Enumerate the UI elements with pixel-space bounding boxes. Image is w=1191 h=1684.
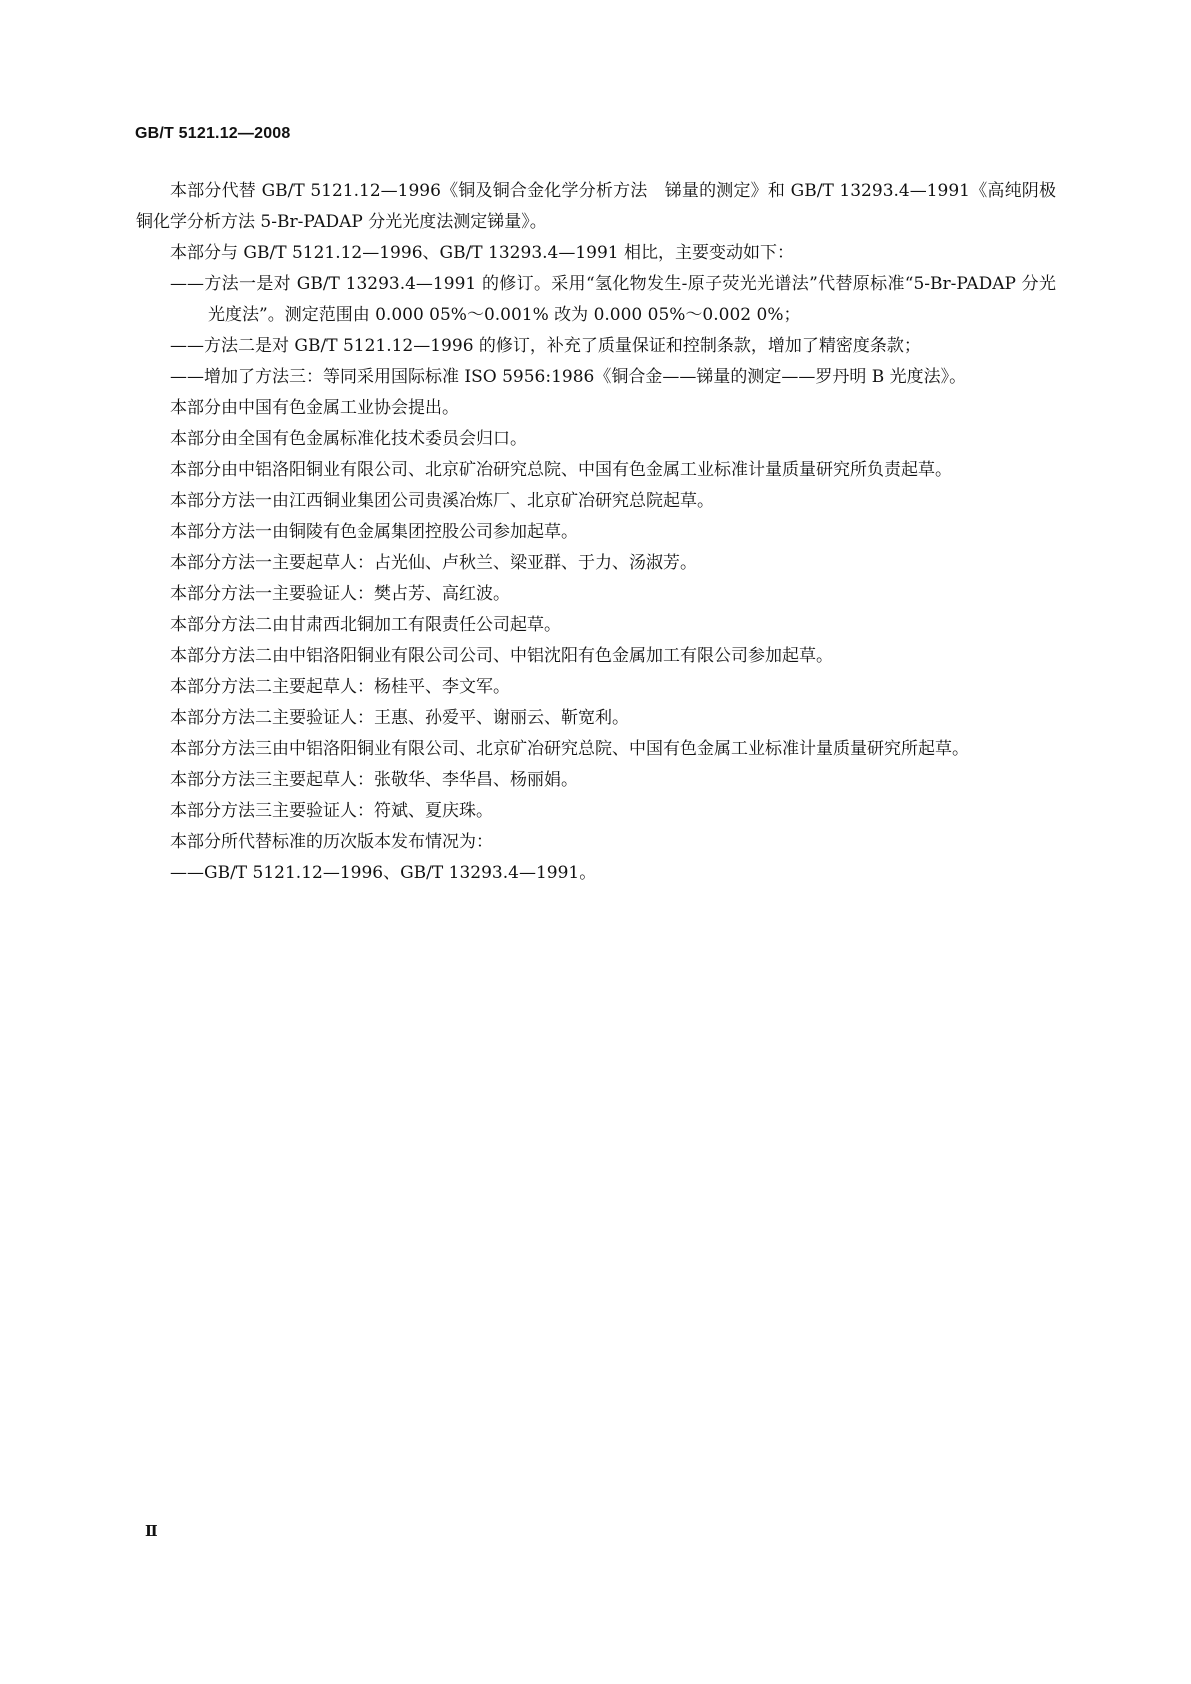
method-one-drafting-unit: 本部分方法一由江西铜业集团公司贵溪冶炼厂、北京矿冶研究总院起草。 [170, 491, 714, 511]
replacement-statement: 本部分代替 GB/T 5121.12—1996《铜及铜合金化学分析方法 锑量的测定》和 GB/T 13293.4—1991《高纯阴极铜化学分析方法 5-Br-PADAP 分光光度法测定锑量》。 [136, 181, 1056, 232]
changes-intro: 本部分与 GB/T 5121.12—1996、GB/T 13293.4—1991 相比，主要变动如下： [170, 243, 795, 263]
method-three-drafting-unit: 本部分方法三由中铝洛阳铜业有限公司、北京矿冶研究总院、中国有色金属工业标准计量质量研究所起草。 [170, 739, 969, 759]
drafted-by: 本部分由中铝洛阳铜业有限公司、北京矿冶研究总院、中国有色金属工业标准计量质量研究所负责起草。 [170, 460, 952, 480]
method-one-drafters: 本部分方法一主要起草人：占光仙、卢秋兰、梁亚群、于力、汤淑芳。 [170, 553, 697, 573]
method-one-participating-unit: 本部分方法一由铜陵有色金属集团控股公司参加起草。 [170, 522, 578, 542]
standard-code-header: GB/T 5121.12—2008 [135, 125, 291, 142]
history-item: ——GB/T 5121.12—1996、GB/T 13293.4—1991。 [170, 863, 597, 883]
method-two-drafters: 本部分方法二主要起草人：杨桂平、李文军。 [170, 677, 510, 697]
method-one-verifiers: 本部分方法一主要验证人：樊占芳、高红波。 [170, 584, 510, 604]
history-intro: 本部分所代替标准的历次版本发布情况为： [170, 832, 493, 852]
method-two-verifiers: 本部分方法二主要验证人：王惠、孙爱平、谢丽云、靳宽利。 [170, 708, 629, 728]
proposed-by: 本部分由中国有色金属工业协会提出。 [170, 398, 459, 418]
change-item-method-one: ——方法一是对 GB/T 13293.4—1991 的修订。采用“氢化物发生-原子荧光光谱法”代替原标准“5-Br-PADAP 分光光度法”。测定范围由 0.000 05%～0.001% 改为 0.000 05%～0.002 0%； [170, 274, 1056, 325]
method-two-drafting-unit: 本部分方法二由甘肃西北铜加工有限责任公司起草。 [170, 615, 561, 635]
foreword-body [136, 176, 1056, 889]
method-two-participating-unit: 本部分方法二由中铝洛阳铜业有限公司公司、中铝沈阳有色金属加工有限公司参加起草。 [170, 646, 833, 666]
method-three-verifiers: 本部分方法三主要验证人：符斌、夏庆珠。 [170, 801, 493, 821]
method-three-drafters: 本部分方法三主要起草人：张敬华、李华昌、杨丽娟。 [170, 770, 578, 790]
centralized-by: 本部分由全国有色金属标准化技术委员会归口。 [170, 429, 527, 449]
change-item-method-three: ——增加了方法三：等同采用国际标准 ISO 5956:1986《铜合金——锑量的测定——罗丹明 B 光度法》。 [170, 367, 967, 387]
page-number: Ⅱ [145, 1524, 158, 1540]
change-item-method-two: ——方法二是对 GB/T 5121.12—1996 的修订，补充了质量保证和控制条款，增加了精密度条款； [170, 336, 921, 356]
